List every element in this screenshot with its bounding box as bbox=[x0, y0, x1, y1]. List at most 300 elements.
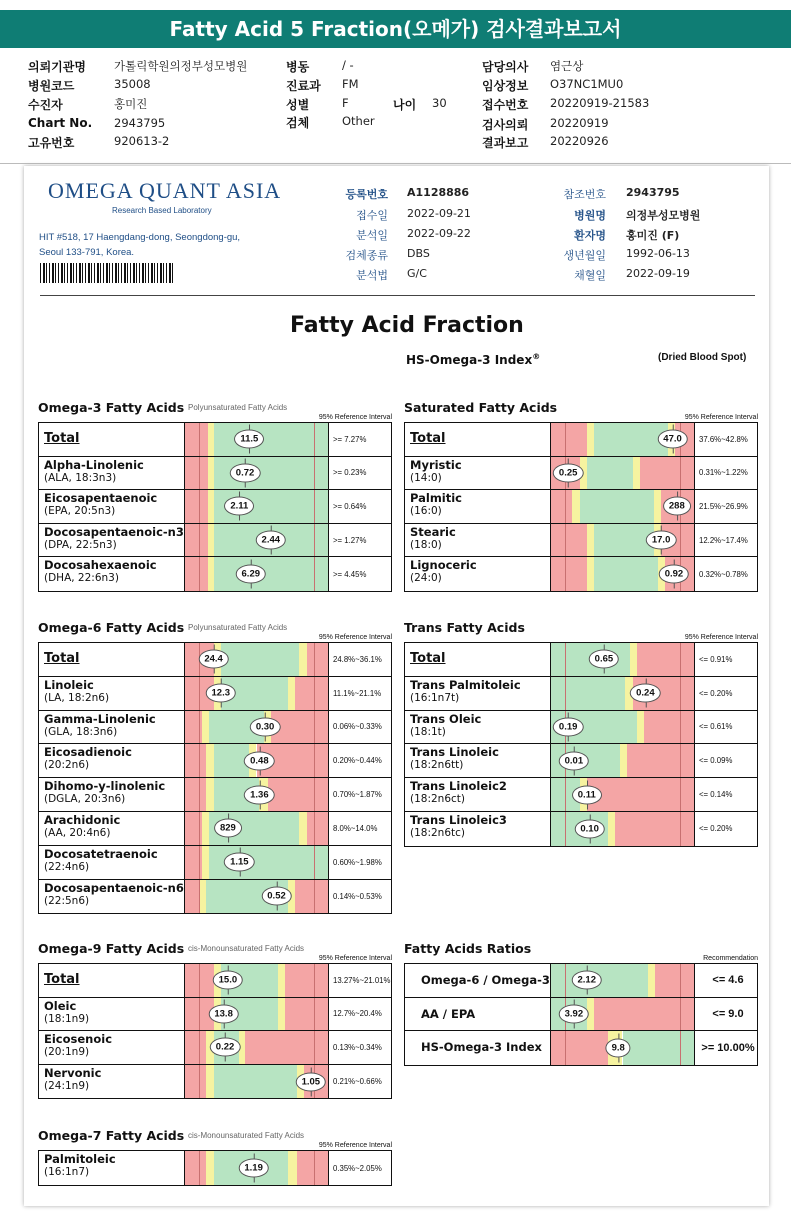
grid-line bbox=[314, 1151, 315, 1185]
ward: / - bbox=[342, 58, 354, 72]
range-segment bbox=[285, 998, 328, 1031]
range-segment bbox=[627, 744, 694, 777]
name-text: Total bbox=[44, 431, 80, 446]
value-marker: 0.01 bbox=[559, 751, 590, 770]
fatty-acid-name bbox=[39, 423, 185, 456]
reference-interval: >= 0.64% bbox=[333, 501, 367, 511]
reference-interval: 12.7%~20.4% bbox=[333, 1009, 382, 1019]
range-bar bbox=[551, 711, 695, 744]
grid-line bbox=[314, 880, 315, 914]
table-row bbox=[39, 880, 391, 914]
name-subtext: (14:0) bbox=[410, 471, 442, 484]
reference-header: Recommendation bbox=[703, 955, 758, 962]
name-text: Eicosapentaenoic bbox=[44, 491, 158, 506]
reference-interval: 0.60%~1.98% bbox=[333, 857, 382, 867]
grid-line bbox=[314, 524, 315, 557]
request-label: 검사의뢰 bbox=[482, 118, 529, 132]
grid-line bbox=[680, 1031, 681, 1065]
index-title-text: HS-Omega-3 Index bbox=[406, 353, 533, 367]
fatty-acid-name bbox=[39, 998, 185, 1031]
name-text: Total bbox=[410, 651, 446, 666]
value-marker: 47.0 bbox=[657, 430, 688, 449]
value-marker: 0.10 bbox=[574, 819, 605, 838]
range-segment bbox=[608, 812, 615, 846]
section-title: Fatty Acids Ratios bbox=[404, 941, 532, 956]
grid-line bbox=[565, 557, 566, 591]
section-subtitle: cis-Monounsaturated Fatty Acids bbox=[188, 1131, 305, 1140]
value-marker: 829 bbox=[214, 819, 242, 838]
name-subtext: (18:2n6ct) bbox=[410, 793, 465, 806]
name-subtext: (18:2n6tt) bbox=[410, 759, 464, 772]
hospital-code-label: 병원코드 bbox=[28, 79, 75, 93]
range-bar bbox=[185, 998, 329, 1031]
reference-interval: 0.31%~1.22% bbox=[699, 468, 748, 478]
patient-name: 홍미진 bbox=[114, 97, 148, 111]
table-row bbox=[39, 998, 391, 1032]
section-table bbox=[38, 422, 392, 592]
value-marker: 15.0 bbox=[213, 971, 244, 990]
name-text: Trans Linoleic3 bbox=[410, 812, 507, 827]
reference-header: 95% Reference Interval bbox=[318, 634, 392, 641]
sample-type: DBS bbox=[407, 247, 430, 260]
reference-interval: >= 0.23% bbox=[333, 468, 367, 478]
fatty-acid-name bbox=[405, 998, 551, 1031]
value-marker: 1.19 bbox=[238, 1159, 269, 1178]
name-text: Alpha-Linolenic bbox=[44, 457, 144, 472]
name-text: Stearic bbox=[410, 524, 456, 539]
reference-header: 95% Reference Interval bbox=[684, 634, 758, 641]
table-row bbox=[405, 998, 757, 1032]
reference-interval: 0.70%~1.87% bbox=[333, 790, 382, 800]
reg-label: 등록번호 bbox=[345, 188, 388, 201]
grid-line bbox=[199, 846, 200, 879]
reference-interval: >= 10.00% bbox=[701, 1041, 755, 1054]
chart-no: 2943795 bbox=[114, 116, 166, 130]
range-segment bbox=[615, 812, 694, 846]
doctor: 염근상 bbox=[550, 59, 584, 73]
name-text: Nervonic bbox=[44, 1065, 102, 1080]
range-segment bbox=[245, 1031, 328, 1064]
range-segment bbox=[594, 557, 658, 591]
table-row bbox=[39, 524, 391, 558]
grid-line bbox=[314, 423, 315, 456]
range-segment bbox=[185, 524, 208, 557]
fatty-acid-name bbox=[39, 557, 185, 591]
name-text: Trans Linoleic bbox=[410, 745, 499, 760]
range-segment bbox=[644, 711, 694, 744]
chart-label: Chart No. bbox=[28, 116, 93, 130]
range-segment bbox=[655, 964, 694, 997]
reference-interval: 13.27%~21.01% bbox=[333, 975, 391, 985]
grid-line bbox=[314, 998, 315, 1031]
range-segment bbox=[288, 677, 295, 710]
grid-line bbox=[199, 1031, 200, 1064]
hospital-name: 가톨릭학원의정부성모병원 bbox=[114, 59, 248, 73]
value-marker: 13.8 bbox=[208, 1004, 239, 1023]
range-bar bbox=[185, 812, 329, 845]
table-row bbox=[405, 677, 757, 711]
hosp-name: 의정부성모병원 bbox=[626, 209, 701, 222]
table-row bbox=[39, 1065, 391, 1099]
reference-interval: 0.20%~0.44% bbox=[333, 756, 382, 766]
section-table bbox=[404, 642, 758, 847]
grid-line bbox=[314, 744, 315, 777]
grid-line bbox=[680, 998, 681, 1031]
name-subtext: (EPA, 20:5n3) bbox=[44, 505, 116, 518]
fatty-acid-name bbox=[405, 643, 551, 676]
value-marker: 0.72 bbox=[230, 463, 261, 482]
range-segment bbox=[206, 1065, 213, 1099]
section-title: Omega-7 Fatty Acids bbox=[38, 1128, 185, 1143]
name-subtext: (24:1n9) bbox=[44, 1079, 90, 1092]
name-subtext: (22:4n6) bbox=[44, 860, 90, 873]
grid-line bbox=[199, 964, 200, 997]
range-bar bbox=[185, 643, 329, 676]
name-subtext: (DGLA, 20:3n6) bbox=[44, 793, 126, 806]
range-segment bbox=[587, 524, 594, 557]
range-segment bbox=[587, 557, 594, 591]
fatty-acid-name bbox=[39, 1151, 185, 1185]
range-bar bbox=[185, 711, 329, 744]
range-segment bbox=[185, 557, 208, 591]
section-subtitle: cis-Monounsaturated Fatty Acids bbox=[188, 944, 305, 953]
range-segment bbox=[185, 423, 208, 456]
grid-line bbox=[314, 964, 315, 997]
anal-label: 분석일 bbox=[356, 229, 388, 242]
range-segment bbox=[307, 643, 328, 676]
table-row bbox=[39, 711, 391, 745]
table-row bbox=[405, 744, 757, 778]
fatty-acid-name bbox=[39, 643, 185, 676]
recv-label: 접수일 bbox=[356, 209, 388, 222]
section-title: Saturated Fatty Acids bbox=[404, 400, 558, 415]
logo-subtitle: Research Based Laboratory bbox=[112, 206, 212, 215]
range-segment bbox=[206, 778, 213, 811]
grid-line bbox=[680, 711, 681, 744]
name-text: Total bbox=[44, 651, 80, 666]
section-title: Trans Fatty Acids bbox=[404, 620, 525, 635]
fatty-acid-name bbox=[39, 711, 185, 744]
reference-interval: 0.35%~2.05% bbox=[333, 1163, 382, 1173]
clinical-info: O37NC1MU0 bbox=[550, 77, 624, 91]
name-subtext: (20:2n6) bbox=[44, 759, 90, 772]
fatty-acid-name bbox=[405, 812, 551, 846]
name-text: Linoleic bbox=[44, 677, 94, 692]
range-segment bbox=[551, 557, 587, 591]
range-segment bbox=[551, 423, 587, 456]
range-bar bbox=[551, 490, 695, 523]
value-marker: 0.11 bbox=[572, 785, 602, 804]
grid-line bbox=[199, 1151, 200, 1185]
fatty-acid-name bbox=[405, 711, 551, 744]
name-subtext: (22:5n6) bbox=[44, 894, 90, 907]
section-table bbox=[404, 422, 758, 592]
reference-interval: 21.5%~26.9% bbox=[699, 501, 748, 511]
name-subtext: (16:0) bbox=[410, 505, 442, 518]
reference-interval: >= 1.27% bbox=[333, 535, 367, 545]
table-row bbox=[405, 643, 757, 677]
range-segment bbox=[637, 643, 694, 676]
grid-line bbox=[314, 711, 315, 744]
reference-interval: <= 0.61% bbox=[699, 722, 733, 732]
range-segment bbox=[620, 744, 627, 777]
range-bar bbox=[185, 1065, 329, 1099]
grid-line bbox=[680, 457, 681, 490]
reference-header: 95% Reference Interval bbox=[318, 1142, 392, 1149]
section-subtitle: Polyunsaturated Fatty Acids bbox=[188, 623, 288, 632]
sex-label: 성별 bbox=[286, 98, 310, 112]
fatty-acid-name bbox=[39, 812, 185, 845]
range-segment bbox=[288, 1151, 297, 1185]
reference-interval: >= 7.27% bbox=[333, 434, 367, 444]
value-marker: 0.25 bbox=[553, 463, 584, 482]
report-title-bar: Fatty Acid 5 Fraction(오메가) 검사결과보고서 bbox=[0, 10, 791, 48]
range-segment bbox=[297, 1151, 328, 1185]
range-bar bbox=[185, 677, 329, 710]
table-row bbox=[405, 490, 757, 524]
range-bar bbox=[185, 423, 329, 456]
name-text: Docosapentaenoic-n3 bbox=[44, 524, 184, 539]
range-bar bbox=[185, 778, 329, 811]
fatty-acid-name bbox=[39, 1031, 185, 1064]
range-bar bbox=[551, 1031, 695, 1065]
reference-interval: 11.1%~21.1% bbox=[333, 688, 382, 698]
unique-label: 고유번호 bbox=[28, 136, 75, 150]
name-text: Omega-6 / Omega-3 bbox=[421, 973, 550, 987]
grid-line bbox=[199, 490, 200, 523]
hospital-name-label: 의뢰기관명 bbox=[28, 60, 86, 74]
name-text: AA / EPA bbox=[421, 1006, 476, 1021]
registered-mark: ® bbox=[532, 352, 541, 361]
section-table bbox=[38, 1150, 392, 1186]
reference-interval: <= 0.20% bbox=[699, 824, 733, 834]
name-text: Eicosadienoic bbox=[44, 745, 132, 760]
specimen: Other bbox=[342, 114, 375, 128]
range-segment bbox=[630, 643, 637, 676]
name-subtext: (LA, 18:2n6) bbox=[44, 691, 110, 704]
name-subtext: (18:0) bbox=[410, 538, 442, 551]
pat-label: 환자명 bbox=[574, 229, 606, 242]
range-bar bbox=[551, 998, 695, 1031]
range-bar bbox=[185, 490, 329, 523]
reg-no: A1128886 bbox=[407, 186, 470, 199]
name-text: Myristic bbox=[410, 457, 462, 472]
fatty-acid-name bbox=[39, 524, 185, 557]
grid-line bbox=[314, 846, 315, 879]
name-subtext: (AA, 20:4n6) bbox=[44, 826, 111, 839]
name-text: Docosatetraenoic bbox=[44, 846, 158, 861]
fatty-acid-name bbox=[405, 490, 551, 523]
age: 30 bbox=[432, 96, 447, 110]
table-row bbox=[405, 711, 757, 745]
hosp-label: 병원명 bbox=[574, 209, 606, 222]
fatty-acid-name bbox=[405, 744, 551, 777]
specimen-label: 검체 bbox=[286, 116, 310, 130]
grid-line bbox=[565, 778, 566, 811]
table-row bbox=[405, 778, 757, 812]
pat-name: 홍미진 (F) bbox=[626, 229, 680, 242]
grid-line bbox=[565, 812, 566, 846]
range-segment bbox=[214, 557, 328, 591]
name-subtext: (DHA, 22:6n3) bbox=[44, 572, 119, 585]
section-title: Omega-3 Fatty Acids bbox=[38, 400, 185, 415]
name-text: Total bbox=[44, 972, 80, 987]
value-marker: 0.30 bbox=[250, 717, 281, 736]
grid-line bbox=[314, 643, 315, 676]
reference-interval: 0.14%~0.53% bbox=[333, 891, 382, 901]
range-bar bbox=[185, 557, 329, 591]
range-segment bbox=[221, 643, 300, 676]
index-title bbox=[406, 352, 540, 367]
range-bar bbox=[551, 457, 695, 490]
value-marker: 6.29 bbox=[236, 565, 267, 584]
anal-date: 2022-09-22 bbox=[407, 227, 471, 240]
grid-line bbox=[199, 744, 200, 777]
grid-line bbox=[314, 490, 315, 523]
name-subtext: (24:0) bbox=[410, 572, 442, 585]
draw-label: 채혈일 bbox=[574, 269, 606, 282]
method-label: 분석법 bbox=[356, 269, 388, 282]
name-text: Palmitic bbox=[410, 491, 463, 506]
recv-date: 2022-09-21 bbox=[407, 207, 471, 220]
range-segment bbox=[587, 778, 694, 811]
grid-line bbox=[565, 423, 566, 456]
range-bar bbox=[185, 964, 329, 997]
name-subtext: (18:2n6tc) bbox=[410, 826, 465, 839]
reference-header: 95% Reference Interval bbox=[684, 414, 758, 421]
grid-line bbox=[565, 964, 566, 997]
range-bar bbox=[185, 744, 329, 777]
range-segment bbox=[285, 964, 328, 997]
range-segment bbox=[587, 457, 633, 490]
value-marker: 3.92 bbox=[559, 1004, 590, 1023]
grid-line bbox=[199, 778, 200, 811]
range-segment bbox=[572, 490, 579, 523]
value-marker: 1.05 bbox=[296, 1072, 327, 1091]
value-marker: 2.11 bbox=[224, 497, 254, 516]
grid-line bbox=[565, 1031, 566, 1065]
grid-line bbox=[680, 812, 681, 846]
section-table bbox=[38, 963, 392, 1099]
name-subtext: (16:1n7t) bbox=[410, 691, 460, 704]
value-marker: 0.24 bbox=[630, 684, 661, 703]
range-bar bbox=[551, 643, 695, 676]
fatty-acid-name bbox=[39, 744, 185, 777]
range-segment bbox=[214, 423, 328, 456]
fatty-acid-name bbox=[405, 557, 551, 591]
range-segment bbox=[654, 490, 661, 523]
range-segment bbox=[214, 1065, 297, 1099]
grid-line bbox=[680, 524, 681, 557]
fatty-acid-name bbox=[39, 880, 185, 914]
method: G/C bbox=[407, 267, 427, 280]
reference-interval: <= 0.09% bbox=[699, 756, 733, 766]
range-segment bbox=[278, 998, 285, 1031]
grid-line bbox=[565, 524, 566, 557]
fatty-acid-name bbox=[39, 490, 185, 523]
grid-line bbox=[314, 457, 315, 490]
fatty-acid-name bbox=[39, 1065, 185, 1099]
grid-line bbox=[314, 677, 315, 710]
table-row bbox=[39, 677, 391, 711]
range-segment bbox=[299, 643, 306, 676]
dbs-label: (Dried Blood Spot) bbox=[658, 352, 747, 363]
birth-label: 생년월일 bbox=[563, 249, 606, 262]
grid-line bbox=[314, 557, 315, 591]
barcode bbox=[40, 263, 174, 283]
range-segment bbox=[185, 1031, 206, 1064]
table-row bbox=[405, 457, 757, 491]
range-bar bbox=[551, 524, 695, 557]
reference-interval: 24.8%~36.1% bbox=[333, 654, 382, 664]
value-marker: 1.36 bbox=[244, 785, 275, 804]
range-segment bbox=[299, 812, 306, 845]
range-bar bbox=[551, 557, 695, 591]
name-text: Palmitoleic bbox=[44, 1152, 116, 1166]
table-row bbox=[405, 524, 757, 558]
address-line-1: HIT #518, 17 Haengdang-dong, Seongdong-gu, bbox=[39, 232, 241, 243]
range-segment bbox=[648, 964, 655, 997]
fatty-acid-name bbox=[405, 677, 551, 710]
draw-date: 2022-09-19 bbox=[626, 267, 690, 280]
table-row bbox=[39, 964, 391, 998]
name-subtext: (16:1n7) bbox=[44, 1166, 90, 1178]
table-row bbox=[39, 812, 391, 846]
reference-interval: >= 4.45% bbox=[333, 569, 367, 579]
grid-line bbox=[199, 557, 200, 591]
range-bar bbox=[551, 812, 695, 846]
value-marker: 0.48 bbox=[244, 751, 275, 770]
table-row bbox=[405, 964, 757, 998]
range-bar bbox=[185, 880, 329, 914]
name-text: Lignoceric bbox=[410, 558, 477, 573]
range-bar bbox=[185, 457, 329, 490]
grid-line bbox=[680, 744, 681, 777]
table-row bbox=[405, 1031, 757, 1065]
table-row bbox=[405, 557, 757, 591]
section-title: Omega-6 Fatty Acids bbox=[38, 620, 185, 635]
range-segment bbox=[587, 423, 594, 456]
name-subtext: (20:1n9) bbox=[44, 1046, 90, 1059]
grid-line bbox=[314, 812, 315, 845]
range-segment bbox=[295, 677, 328, 710]
range-bar bbox=[551, 964, 695, 997]
name-text: Arachidonic bbox=[44, 812, 121, 827]
birth-date: 1992-06-13 bbox=[626, 247, 690, 260]
fatty-acid-name bbox=[405, 423, 551, 456]
value-marker: 11.5 bbox=[234, 430, 264, 449]
name-text: Eicosenoic bbox=[44, 1032, 113, 1047]
range-segment bbox=[551, 490, 572, 523]
reference-interval: <= 9.0 bbox=[712, 1007, 744, 1020]
table-row bbox=[405, 812, 757, 846]
fatty-acid-name bbox=[405, 964, 551, 997]
range-segment bbox=[185, 490, 208, 523]
grid-line bbox=[680, 677, 681, 710]
request-header bbox=[0, 50, 791, 164]
value-marker: 288 bbox=[663, 497, 691, 516]
table-row bbox=[39, 744, 391, 778]
name-subtext: (GLA, 18:3n6) bbox=[44, 725, 118, 738]
grid-line bbox=[314, 778, 315, 811]
table-row bbox=[39, 490, 391, 524]
value-marker: 0.65 bbox=[589, 650, 620, 669]
section-table bbox=[404, 963, 758, 1066]
doctor-label: 담당의사 bbox=[482, 60, 529, 74]
grid-line bbox=[199, 457, 200, 490]
range-segment bbox=[551, 1031, 608, 1065]
reference-header: 95% Reference Interval bbox=[318, 414, 392, 421]
